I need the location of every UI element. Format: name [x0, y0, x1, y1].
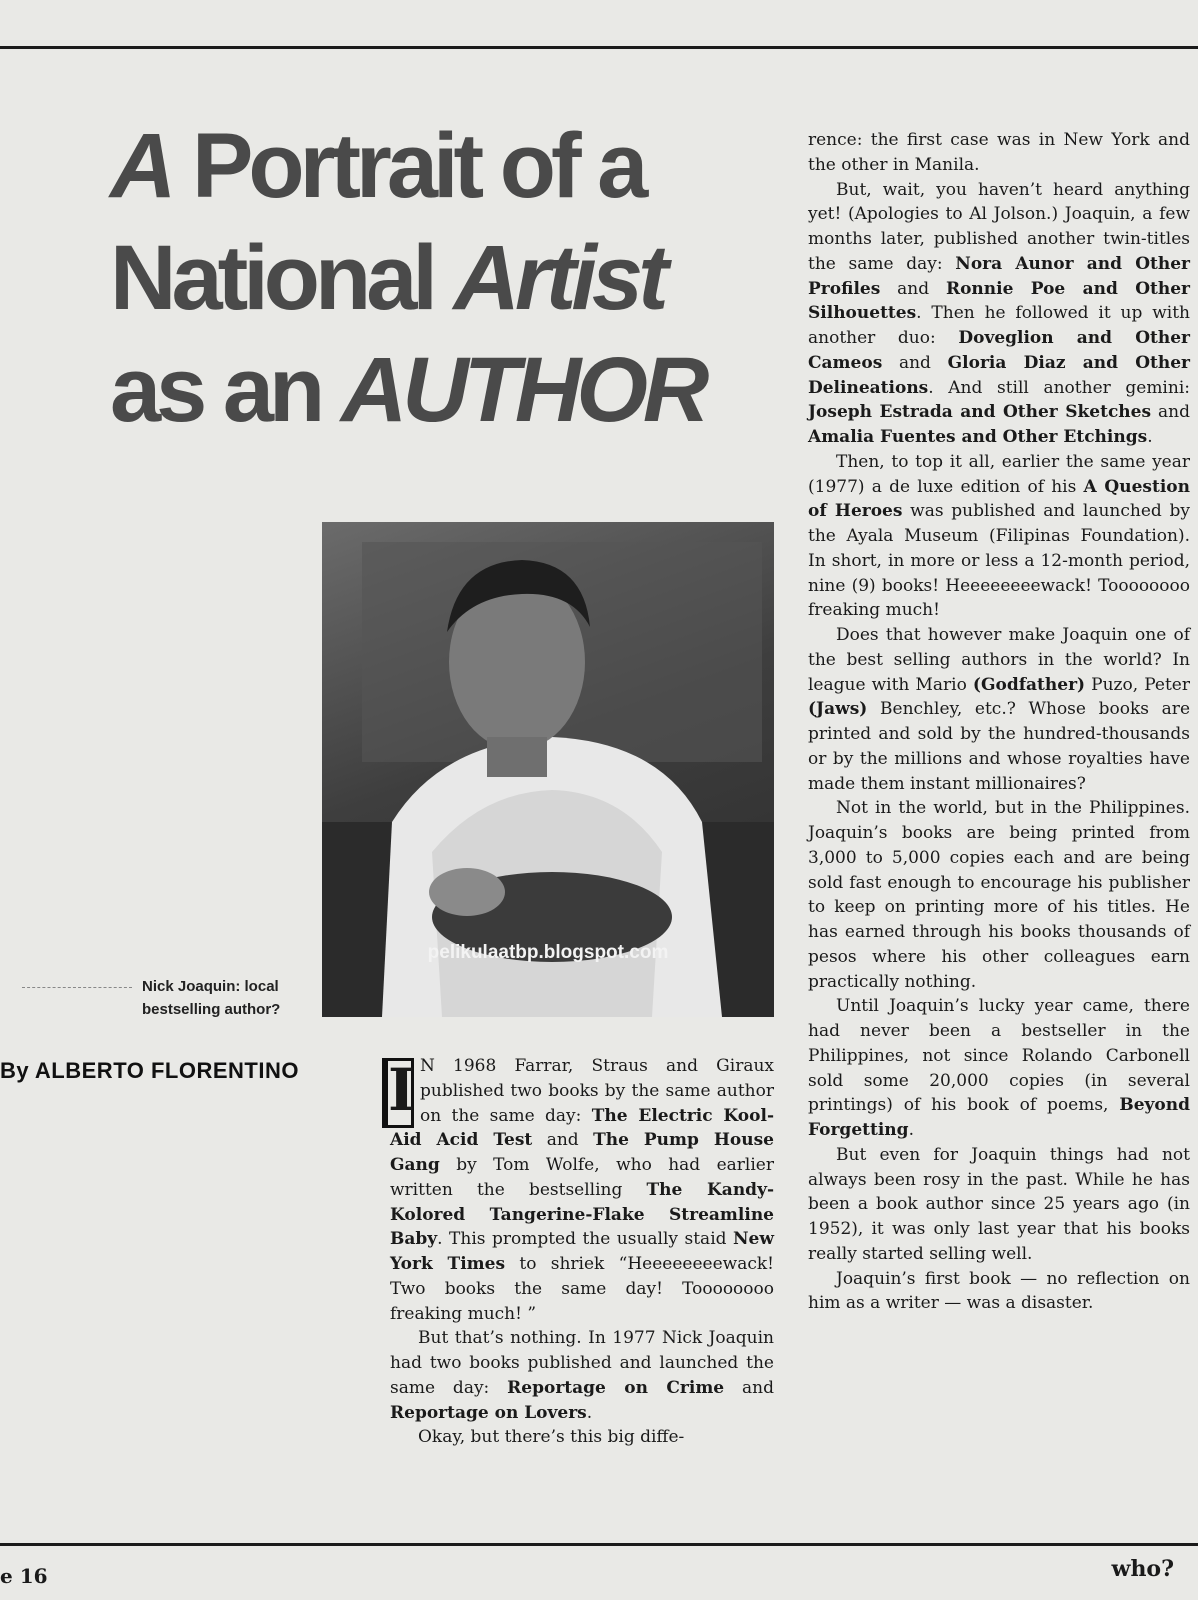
photo-watermark: pelikulaatbp.blogspot.com: [427, 942, 669, 963]
paragraph: Not in the world, but in the Philippines. Joaquin’s books are being printed from 3,000 to 5,000 copies each and are being sold fast enough to encourage his publisher to keep on printing more of his titles. He has earned through his books thousands of pesos where his other colleagues earn practically nothing.: [808, 798, 1190, 992]
headline-line1: Portrait of a: [171, 115, 644, 217]
paragraph: rence: the first case was in New York and the other in Manila.: [808, 130, 1190, 175]
photo-caption: Nick Joaquin: local bestselling author?: [142, 978, 281, 1018]
headline-line3: as an: [110, 339, 341, 441]
article-column-1: [390, 1054, 774, 1450]
paragraph: Does that however make Joaquin one of the best selling authors in the world? In league with Mario (Godfather) Puzo, Peter (Jaws) Benchley, etc.? Whose books are printed and sold by the hundred-thousands or by the millions and whose royalties have made them instant millionaires?: [808, 625, 1190, 794]
paragraph: But, wait, you haven’t heard anything yet! (Apologies to Al Jolson.) Joaquin, a few months later, published another twin-titles the same day: Nora Aunor and Other Profiles and Ronnie Poe and Other Silhouettes. Then he followed it up with another duo: Doveglion and Other Cameos and Gloria Diaz and Other Delineations. And still another gemini: Joseph Estrada and Other Sketches and Amalia Fuentes and Other Etchings.: [808, 179, 1190, 447]
article-column-2: [808, 128, 1190, 1316]
paragraph: Okay, but there’s this big diffe-: [418, 1427, 685, 1448]
page-number: e 16: [0, 1564, 48, 1588]
paragraph: Then, to top it all, earlier the same year (1977) a de luxe edition of his A Question of Heroes was published and launched by the Ayala Museum (Filipinas Foundation). In short, in more or less a 12-month period, nine (9) books! Heeeeeeeewack! Toooooooo freaking much!: [808, 451, 1190, 621]
paragraph: Joaquin’s first book — no reflection on him as a writer — was a disaster.: [808, 1268, 1190, 1314]
caption-leader: [22, 987, 132, 988]
paragraph: Until Joaquin’s lucky year came, there had never been a bestseller in the Philippines, not since Rolando Carbonell sold some 20,000 copies (in several printings) of his book of poems, Beyond Forgetting.: [808, 996, 1190, 1140]
headline-author: AUTHOR: [340, 339, 705, 441]
paragraph: But even for Joaquin things had not always been rosy in the past. While he has been a book author since 25 years ago (in 1952), it was only last year that his books really started selling well.: [808, 1144, 1190, 1264]
paragraph: I N 1968 Farrar, Straus and Giraux published two books by the same author on the same day: The Electric Kool-Aid Acid Test and The Pump House Gang by Tom Wolfe, who had earlier written the bestselling The Kandy-Kolored Tangerine-Flake Streamline Baby. This prompted the usually staid New York Times to shriek “Heeeeeeeewack! Two books the same day! Toooooooo freaking much! ”: [390, 1054, 774, 1326]
byline: By ALBERTO FLORENTINO: [0, 1058, 299, 1083]
top-rule: [0, 46, 1198, 49]
headline-a: A: [110, 115, 172, 217]
headline: [110, 110, 790, 446]
paragraph: But that’s nothing. In 1977 Nick Joaquin had two books published and launched the same day: Reportage on Crime and Reportage on Lovers.: [390, 1328, 774, 1423]
drop-cap: I: [382, 1058, 414, 1128]
bottom-rule: [0, 1543, 1198, 1546]
author-photo: [322, 522, 774, 1017]
magazine-name: who?: [1111, 1556, 1174, 1582]
headline-line2: National: [110, 227, 454, 329]
headline-artist: Artist: [453, 227, 664, 329]
